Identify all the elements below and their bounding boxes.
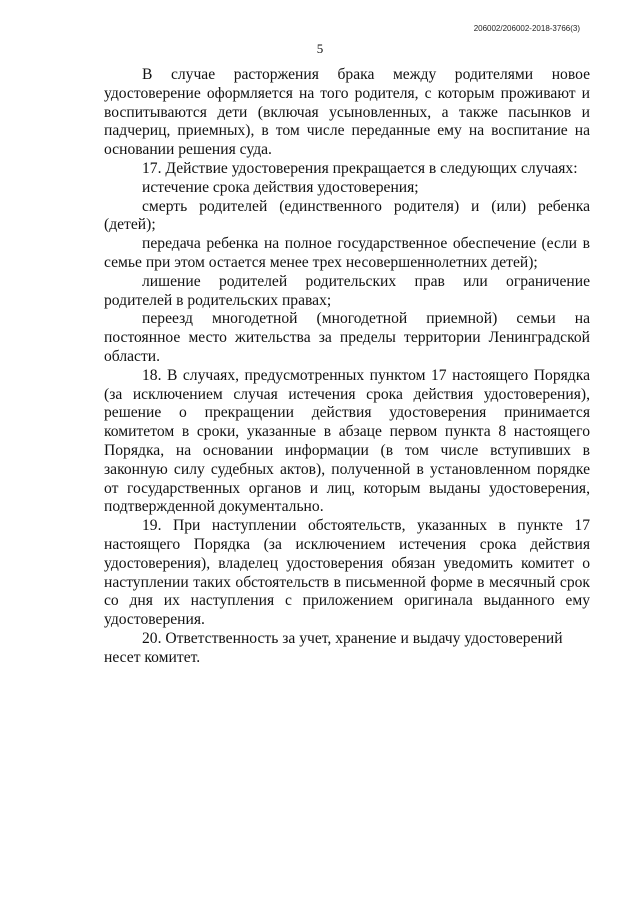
paragraph-17-death: смерть родителей (единственного родителя) и (или) ребенка (детей); xyxy=(104,197,590,234)
paragraph-19: 19. При наступлении обстоятельств, указанных в пункте 17 настоящего Порядка (за исключением истечения срока действия удостоверения), владелец удостоверения обязан уведомить комитет о наступлении таких обстоятельств в письменной форме в месячный срок со дня их наступления с приложением оригинала выданного ему удостоверения. xyxy=(104,517,590,629)
paragraph-18: 18. В случаях, предусмотренных пунктом 17 настоящего Порядка (за исключением случая истечения срока действия удостоверения), решение о прекращении действия удостоверения принимается комитетом в сроки, указанные в абзаце первом пункта 8 настоящего Порядка, на основании информации (в том числе вступивших в законную силу судебных актов), полученной в установленном порядке от государственных органов и лиц, которым выданы удостоверения, подтвержденной документально. xyxy=(104,366,590,516)
document-body xyxy=(104,66,590,668)
paragraph-17-rights: лишение родителей родительских прав или ограничение родителей в родительских правах; xyxy=(104,272,590,309)
paragraph-17-expiry: истечение срока действия удостоверения; xyxy=(142,178,419,196)
paragraph-17-state-care: передача ребенка на полное государственное обеспечение (если в семье при этом остается менее трех несовершеннолетних детей); xyxy=(104,235,590,271)
paragraph-17-relocation: переезд многодетной (многодетной приемной) семьи на постоянное место жительства за пределы территории Ленинградской области. xyxy=(104,310,590,365)
paragraph-divorce-case: В случае расторжения брака между родителями новое удостоверение оформляется на того родителя, с которым проживают и воспитываются дети (включая усыновленных, а также пасынков и падчериц, приемных), в том числе переданные ему на воспитание на основании решения суда. xyxy=(104,66,590,159)
page-number: 5 xyxy=(316,41,324,56)
paragraph-20: 20. Ответственность за учет, хранение и выдачу удостоверений несет комитет. xyxy=(104,629,563,666)
paragraph-17-termination: 17. Действие удостоверения прекращается в следующих случаях: xyxy=(142,159,578,177)
document-code: 206002/206002-2018-3766(3) xyxy=(473,24,580,33)
